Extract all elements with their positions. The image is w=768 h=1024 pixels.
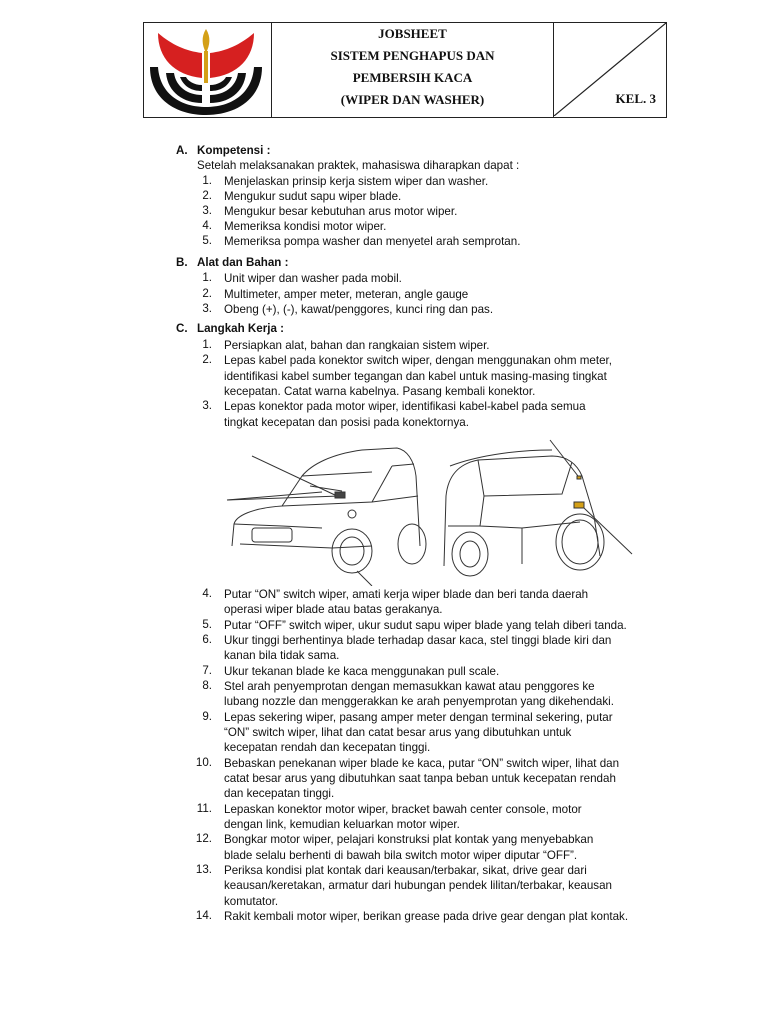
- header-title: [272, 23, 554, 117]
- step-text-line: Lepas kabel pada konektor switch wiper, dengan menggunakan ohm meter,: [224, 354, 612, 368]
- header-title-line-1: JOBSHEET: [378, 26, 447, 41]
- step-text-line: Bongkar motor wiper, pelajari konstruksi plat kontak yang menyebabkan: [224, 833, 594, 847]
- step-text-line: “ON” switch wiper, lihat dan catat besar arus yang dibutuhkan untuk: [224, 725, 572, 739]
- step-text-line: Ukur tekanan blade ke kaca menggunakan pull scale.: [224, 664, 500, 678]
- list-item-text: Menjelaskan prinsip kerja sistem wiper dan washer.: [224, 175, 489, 188]
- front-car-drawing: [227, 448, 426, 586]
- step-number: 7.: [202, 663, 212, 677]
- university-logo: [144, 23, 272, 116]
- step-text-line: Periksa kondisi plat kontak dari keausan/terbakar, sikat, drive gear dari: [224, 863, 587, 877]
- step-text-line: komutator.: [224, 894, 279, 908]
- header-title-line-4: (WIPER DAN WASHER): [340, 92, 485, 107]
- step-number: 3.: [202, 399, 212, 413]
- list-item-text: Memeriksa pompa washer dan menyetel arah semprotan.: [224, 235, 521, 248]
- step-number: 11.: [196, 801, 212, 815]
- step-text-line: Lepas sekering wiper, pasang amper meter dengan terminal sekering, putar: [224, 710, 613, 724]
- step-text-line: Ukur tinggi berhentinya blade terhadap dasar kaca, stel tinggi blade kiri dan: [224, 633, 612, 647]
- list-item-text: Obeng (+), (-), kawat/penggores, kunci ring dan pas.: [224, 303, 494, 316]
- list-item-text: Multimeter, amper meter, meteran, angle gauge: [224, 287, 469, 301]
- section-c-letter: C.: [176, 322, 188, 335]
- step-number: 13.: [195, 862, 212, 876]
- car-wiper-location-figure: [222, 436, 642, 586]
- list-item-text: Mengukur besar kebutuhan arus motor wiper.: [224, 205, 458, 218]
- section-c-title: Langkah Kerja :: [197, 322, 284, 335]
- step-text-line: tingkat kecepatan dan posisi pada konektornya.: [224, 415, 469, 429]
- step-number: 1.: [202, 338, 212, 351]
- jobsheet-header: [143, 22, 667, 118]
- group-cell: [554, 23, 666, 117]
- step-text-line: Stel arah penyemprotan dengan memasukkan kawat atau penggores ke: [224, 679, 595, 693]
- section-a-intro: Setelah melaksanakan praktek, mahasiswa diharapkan dapat :: [197, 159, 520, 172]
- step-text-line: blade selalu berhenti di bawah bila switch motor wiper diputar “OFF”.: [224, 848, 578, 862]
- section-b-title: Alat dan Bahan :: [197, 256, 289, 269]
- section-a-title: Kompetensi :: [197, 144, 271, 157]
- list-item-number: 3.: [202, 204, 212, 217]
- list-item-number: 1.: [202, 174, 212, 187]
- list-item-number: 2.: [202, 189, 212, 202]
- section-b-letter: B.: [176, 256, 188, 269]
- step-text-line: Lepas konektor pada motor wiper, identifikasi kabel-kabel pada semua: [224, 400, 586, 414]
- step-number: 4.: [202, 587, 212, 600]
- step-number: 2.: [202, 353, 212, 367]
- step-text-line: operasi wiper blade atau batas gerakanya.: [224, 603, 443, 617]
- step-number: 10.: [195, 755, 212, 769]
- step-text-line: Persiapkan alat, bahan dan rangkaian sistem wiper.: [224, 339, 490, 352]
- list-item-number: 4.: [202, 219, 212, 232]
- step-text-line: lubang nozzle dan menggerakkan ke arah penyemprotan yang dikehendaki.: [224, 695, 614, 709]
- step-text-line: Rakit kembali motor wiper, berikan grease pada drive gear dengan plat kontak.: [224, 909, 629, 923]
- rear-car-drawing: [444, 440, 632, 576]
- list-item-text: Memeriksa kondisi motor wiper.: [224, 220, 387, 233]
- step-text-line: kecepatan rendah dan kecepatan tinggi.: [224, 741, 431, 755]
- step-number: 12.: [195, 832, 212, 846]
- university-logo-cell: [144, 23, 272, 117]
- step-number: 9.: [202, 709, 212, 723]
- section-a-letter: A.: [176, 144, 188, 157]
- list-item-text: Unit wiper dan washer pada mobil.: [224, 272, 402, 285]
- step-text-line: dengan link, kemudian keluarkan motor wiper.: [224, 817, 460, 831]
- group-label: KEL. 3: [615, 91, 656, 106]
- list-item-number: 1.: [202, 271, 212, 284]
- step-text-line: Putar “OFF” switch wiper, ukur sudut sapu wiper blade yang telah diberi tanda.: [224, 618, 627, 632]
- step-number: 14.: [195, 908, 212, 922]
- list-item-text: Mengukur sudut sapu wiper blade.: [224, 190, 402, 203]
- step-text-line: Lepaskan konektor motor wiper, bracket bawah center console, motor: [224, 802, 582, 816]
- step-number: 6.: [202, 632, 212, 646]
- step-text-line: keausan/keretakan, armatur dari hubungan pendek lilitan/terbakar, keausan: [224, 879, 612, 893]
- step-number: 8.: [202, 678, 212, 692]
- step-text-line: dan kecepatan tinggi.: [224, 787, 335, 801]
- list-item-number: 2.: [202, 286, 212, 300]
- header-title-line-3: PEMBERSIH KACA: [352, 70, 473, 85]
- step-text-line: identifikasi kabel sumber tegangan dan kabel untuk masing-masing tingkat: [224, 369, 607, 383]
- step-text-line: kecepatan. Catat warna kabelnya. Pasang kembali konektor.: [224, 384, 536, 398]
- step-text-line: Bebaskan penekanan wiper blade ke kaca, putar “ON” switch wiper, lihat dan: [224, 756, 620, 770]
- list-item-number: 3.: [202, 302, 212, 315]
- step-text-line: catat besar arus yang dibutuhkan saat tanpa beban untuk kecepatan rendah: [224, 771, 616, 785]
- header-title-line-2: SISTEM PENGHAPUS DAN: [330, 48, 495, 63]
- step-text-line: Putar “ON” switch wiper, amati kerja wiper blade dan beri tanda daerah: [224, 588, 589, 601]
- step-number: 5.: [202, 617, 212, 631]
- list-item-number: 5.: [202, 234, 212, 247]
- step-text-line: kanan bila tidak sama.: [224, 649, 340, 663]
